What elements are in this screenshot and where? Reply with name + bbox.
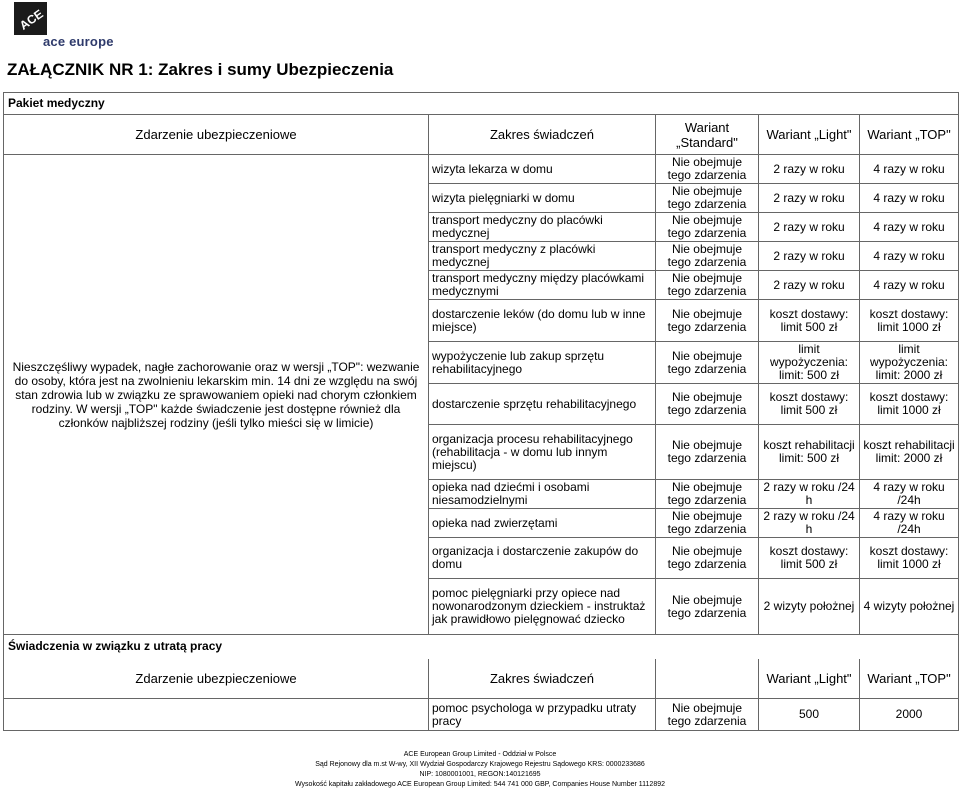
standard-cell: Nie obejmuje tego zdarzenia <box>656 384 759 425</box>
top-cell: koszt dostawy: limit 1000 zł <box>860 300 959 342</box>
top-cell: 4 razy w roku <box>860 213 959 242</box>
light-cell: 500 <box>759 699 860 731</box>
scope-cell: organizacja i dostarczenie zakupów do domu <box>429 538 656 579</box>
light-cell: koszt dostawy: limit 500 zł <box>759 538 860 579</box>
top-cell: 4 razy w roku <box>860 242 959 271</box>
header-event: Zdarzenie ubezpieczeniowe <box>4 659 429 699</box>
event-empty <box>4 699 429 731</box>
scope-cell: wizyta lekarza w domu <box>429 155 656 184</box>
standard-cell: Nie obejmuje tego zdarzenia <box>656 242 759 271</box>
scope-cell: pomoc pielęgniarki przy opiece nad nowonarodzonym dzieckiem - instruktaż jak prawidłowo pielęgnować dziecko <box>429 579 656 635</box>
standard-cell: Nie obejmuje tego zdarzenia <box>656 538 759 579</box>
footer-line: Wysokość kapitału zakładowego ACE European Group Limited: 544 741 000 GBP, Companies House Number 1112892 <box>295 781 665 788</box>
top-cell: 4 razy w roku /24h <box>860 509 959 538</box>
header-scope: Zakres świadczeń <box>429 115 656 155</box>
top-cell: 4 razy w roku <box>860 184 959 213</box>
footer <box>0 750 960 790</box>
top-cell: 2000 <box>860 699 959 731</box>
light-cell: koszt dostawy: limit 500 zł <box>759 300 860 342</box>
light-cell: 2 razy w roku <box>759 213 860 242</box>
standard-cell: Nie obejmuje tego zdarzenia <box>656 342 759 384</box>
top-cell: koszt rehabilitacji limit: 2000 zł <box>860 425 959 480</box>
standard-cell: Nie obejmuje tego zdarzenia <box>656 184 759 213</box>
ace-logo-icon <box>14 2 47 35</box>
light-cell: 2 razy w roku /24 h <box>759 480 860 509</box>
standard-cell: Nie obejmuje tego zdarzenia <box>656 480 759 509</box>
top-cell: 4 razy w roku <box>860 271 959 300</box>
scope-cell: dostarczenie sprzętu rehabilitacyjnego <box>429 384 656 425</box>
light-cell: 2 razy w roku <box>759 242 860 271</box>
scope-cell: pomoc psychologa w przypadku utraty pracy <box>429 699 656 731</box>
light-cell: 2 razy w roku <box>759 271 860 300</box>
header-event: Zdarzenie ubezpieczeniowe <box>4 115 429 155</box>
scope-cell: transport medyczny z placówki medycznej <box>429 242 656 271</box>
document-title: ZAŁĄCZNIK NR 1: Zakres i sumy Ubezpieczenia <box>7 60 394 79</box>
footer-line: NIP: 1080001001, REGON:140121695 <box>419 771 541 778</box>
standard-cell: Nie obejmuje tego zdarzenia <box>656 509 759 538</box>
top-cell: 4 wizyty położnej <box>860 579 959 635</box>
light-cell: 2 wizyty położnej <box>759 579 860 635</box>
medical-package-table <box>3 92 959 635</box>
scope-cell: wypożyczenie lub zakup sprzętu rehabilitacyjnego <box>429 342 656 384</box>
light-cell: 2 razy w roku <box>759 184 860 213</box>
standard-cell: Nie obejmuje tego zdarzenia <box>656 579 759 635</box>
standard-cell: Nie obejmuje tego zdarzenia <box>656 271 759 300</box>
header-scope: Zakres świadczeń <box>429 659 656 699</box>
header-light: Wariant „Light" <box>759 659 860 699</box>
standard-cell: Nie obejmuje tego zdarzenia <box>656 155 759 184</box>
top-cell: 4 razy w roku /24h <box>860 480 959 509</box>
standard-cell: Nie obejmuje tego zdarzenia <box>656 213 759 242</box>
top-cell: koszt dostawy: limit 1000 zł <box>860 384 959 425</box>
section-title-job-loss: Świadczenia w związku z utratą pracy <box>4 635 959 659</box>
header-light: Wariant „Light" <box>759 115 860 155</box>
scope-cell: transport medyczny do placówki medycznej <box>429 213 656 242</box>
footer-line: ACE European Group Limited - Oddział w Polsce <box>403 751 557 758</box>
scope-cell: opieka nad dziećmi i osobami niesamodzielnymi <box>429 480 656 509</box>
header-top: Wariant „TOP" <box>860 659 959 699</box>
light-cell: 2 razy w roku /24 h <box>759 509 860 538</box>
light-cell: limit wypożyczenia: limit: 500 zł <box>759 342 860 384</box>
light-cell: koszt dostawy: limit 500 zł <box>759 384 860 425</box>
standard-cell: Nie obejmuje tego zdarzenia <box>656 300 759 342</box>
light-cell: koszt rehabilitacji limit: 500 zł <box>759 425 860 480</box>
top-cell: limit wypożyczenia: limit: 2000 zł <box>860 342 959 384</box>
header-standard-empty <box>656 659 759 699</box>
standard-cell: Nie obejmuje tego zdarzenia <box>656 425 759 480</box>
section-title-medical: Pakiet medyczny <box>4 93 959 115</box>
scope-cell: transport medyczny między placówkami medycznymi <box>429 271 656 300</box>
top-cell: koszt dostawy: limit 1000 zł <box>860 538 959 579</box>
svg-text:ACE: ACE <box>16 6 46 33</box>
header-standard: Wariant „Standard" <box>656 115 759 155</box>
header-top: Wariant „TOP" <box>860 115 959 155</box>
scope-cell: organizacja procesu rehabilitacyjnego (rehabilitacja - w domu lub innym miejscu) <box>429 425 656 480</box>
event-description: Nieszczęśliwy wypadek, nagłe zachorowanie oraz w wersji „TOP": wezwanie do osoby, która jest na zwolnieniu lekarskim min. 14 dni ze względu na swój stan zdrowia lub w związku ze sprawowaniem opieki nad chorym członkiem rodziny. W wersji „TOP" każde świadczenie jest dostępne również dla członków najbliższej rodziny (jeśli tylko mieści się w limicie) <box>4 155 429 635</box>
logo-text: ace europe <box>43 34 114 49</box>
scope-cell: dostarczenie leków (do domu lub w inne miejsce) <box>429 300 656 342</box>
scope-cell: opieka nad zwierzętami <box>429 509 656 538</box>
job-loss-table <box>3 634 959 731</box>
top-cell: 4 razy w roku <box>860 155 959 184</box>
light-cell: 2 razy w roku <box>759 155 860 184</box>
footer-line: Sąd Rejonowy dla m.st W-wy, XII Wydział Gospodarczy Krajowego Rejestru Sądowego KRS: 0000233686 <box>315 761 645 768</box>
scope-cell: wizyta pielęgniarki w domu <box>429 184 656 213</box>
standard-cell: Nie obejmuje tego zdarzenia <box>656 699 759 731</box>
